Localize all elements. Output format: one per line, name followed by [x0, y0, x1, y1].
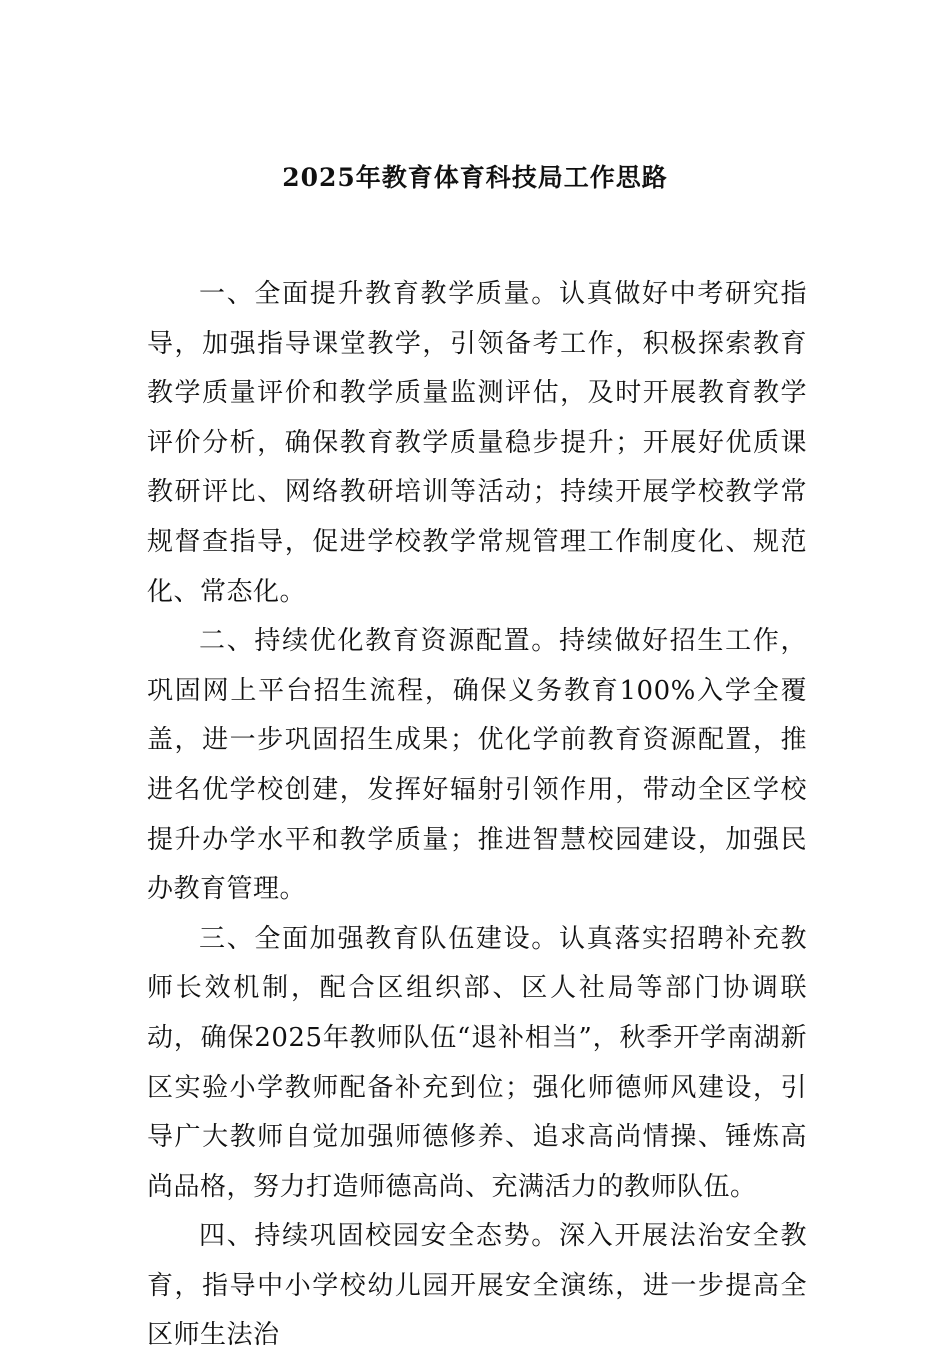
paragraph-teaching-quality: 一、全面提升教育教学质量。认真做好中考研究指导，加强指导课堂教学，引领备考工作，积极探索教育教学质量评价和教学质量监测评估，及时开展教育教学评价分析，确保教育教学质量稳步提升；开展好优质课教研评比、网络教研培训等活动；持续开展学校教学常规督查指导，促进学校教学常规管理工作制度化、规范化、常态化。 — [147, 279, 807, 607]
document-title: 2025年教育体育科技局工作思路 — [282, 163, 668, 192]
document-body — [147, 270, 807, 1361]
paragraph-campus-safety: 四、持续巩固校园安全态势。深入开展法治安全教育，指导中小学校幼儿园开展安全演练，进一步提高全区师生法治 — [147, 1221, 807, 1351]
paragraph-education-resources: 二、持续优化教育资源配置。持续做好招生工作，巩固网上平台招生流程，确保义务教育100%入学全覆盖，进一步巩固招生成果；优化学前教育资源配置，推进名优学校创建，发挥好辐射引领作用，带动全区学校提升办学水平和教学质量；推进智慧校园建设，加强民办教育管理。 — [147, 626, 807, 905]
paragraph-teacher-team: 三、全面加强教育队伍建设。认真落实招聘补充教师长效机制，配合区组织部、区人社局等部门协调联动，确保2025年教师队伍“退补相当”，秋季开学南湖新区实验小学教师配备补充到位；强化师德师风建设，引导广大教师自觉加强师德修养、追求高尚情操、锤炼高尚品格，努力打造师德高尚、充满活力的教师队伍。 — [147, 923, 807, 1202]
